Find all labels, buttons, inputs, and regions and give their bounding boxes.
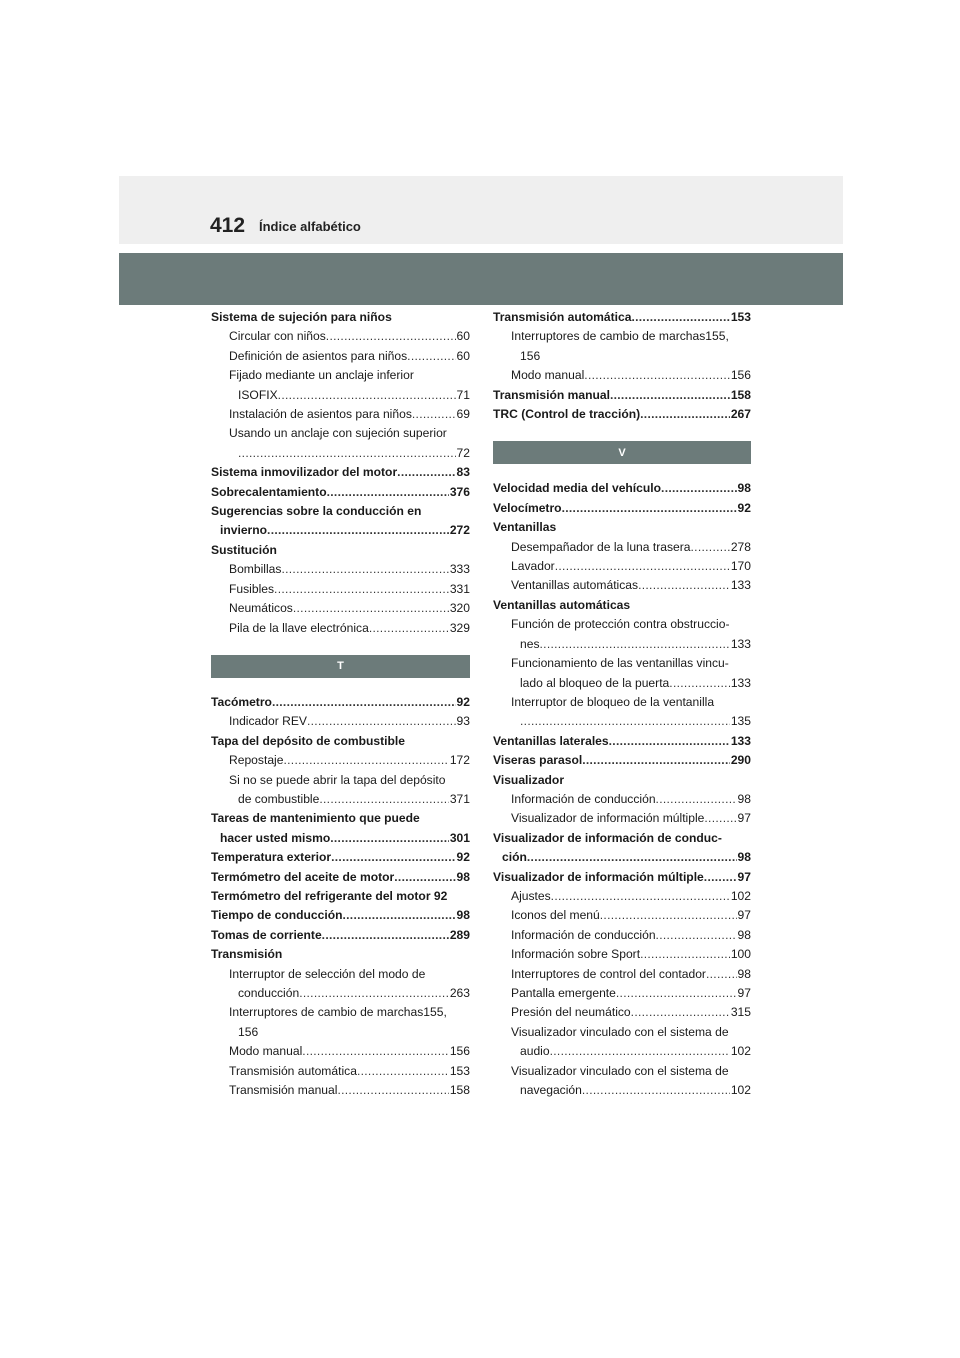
letter-heading: T xyxy=(211,655,470,678)
entry-text: 156 xyxy=(520,348,541,363)
index-subentry xyxy=(211,1003,470,1022)
index-entry xyxy=(211,521,470,540)
section-title: Índice alfabético xyxy=(259,219,361,234)
section-gap xyxy=(211,638,470,655)
page-reference: 72 xyxy=(456,445,470,460)
index-subentry xyxy=(493,557,751,576)
entry-text: Termómetro del refrigerante del motor 92 xyxy=(211,888,448,903)
index-entry xyxy=(211,483,470,502)
index-subentry xyxy=(211,619,470,638)
dot-leader xyxy=(520,712,730,731)
entry-text: Visualizador de información de conduc- xyxy=(493,830,722,845)
page-reference: 133 xyxy=(730,733,751,748)
index-entry xyxy=(211,693,470,712)
dot-leader xyxy=(656,926,737,945)
index-entry xyxy=(211,308,470,327)
entry-text: Definición de asientos para niños xyxy=(229,348,408,363)
letter-heading: V xyxy=(493,441,751,464)
page-reference: 153 xyxy=(730,310,751,324)
index-subentry xyxy=(211,751,470,770)
index-subentry xyxy=(493,674,751,693)
page-reference: 60 xyxy=(456,329,470,344)
entry-text: Ventanillas xyxy=(493,520,557,535)
entry-text: Desempañador de la luna trasera xyxy=(511,539,691,554)
dot-leader xyxy=(283,751,448,770)
dot-leader xyxy=(397,463,455,482)
dot-leader xyxy=(704,868,737,887)
index-subentry xyxy=(493,1023,751,1042)
page-reference: 133 xyxy=(730,675,751,690)
entry-text: Sugerencias sobre la conducción en xyxy=(211,504,422,519)
page-reference: 98 xyxy=(456,869,470,884)
index-entry xyxy=(211,829,470,848)
page-reference: 156 xyxy=(730,368,751,383)
page-reference: 290 xyxy=(730,753,751,768)
index-subentry xyxy=(211,771,470,790)
entry-text: Tiempo de conducción xyxy=(211,908,343,923)
dot-leader xyxy=(327,483,449,502)
entry-text: Función de protección contra obstruccio- xyxy=(511,617,730,632)
page-reference: 92 xyxy=(737,500,751,515)
index-entry xyxy=(493,829,751,848)
entry-text: audio xyxy=(520,1044,550,1059)
entry-text: nes xyxy=(520,636,540,651)
entry-text: Transmisión automática xyxy=(493,310,632,324)
entry-text: Iconos del menú xyxy=(511,908,600,923)
index-entry xyxy=(211,945,470,964)
index-subentry xyxy=(211,366,470,385)
index-entry xyxy=(493,405,751,424)
index-entry xyxy=(493,771,751,790)
index-subentry xyxy=(493,576,751,595)
page-reference: 92 xyxy=(456,694,470,709)
dot-leader xyxy=(691,538,730,557)
page-reference: 172 xyxy=(449,753,470,768)
dot-leader xyxy=(278,386,456,405)
dot-leader xyxy=(267,521,449,540)
entry-text: Información de conducción xyxy=(511,927,656,942)
index-entry xyxy=(211,463,470,482)
entry-text: Sistema de sujeción para niños xyxy=(211,310,392,324)
index-subentry xyxy=(211,599,470,618)
index-column-left xyxy=(211,308,470,1100)
entry-text: invierno xyxy=(220,523,268,538)
index-subentry xyxy=(493,538,751,557)
index-entry xyxy=(211,809,470,828)
entry-text: Ajustes xyxy=(511,888,551,903)
page-reference: 98 xyxy=(737,481,751,496)
dot-leader xyxy=(331,848,455,867)
page-reference: 272 xyxy=(449,523,470,538)
index-entry xyxy=(493,868,751,887)
index-entry xyxy=(493,479,751,498)
index-subentry xyxy=(493,790,751,809)
entry-text: Lavador xyxy=(511,559,555,574)
page-reference: 153 xyxy=(449,1063,470,1078)
dot-leader xyxy=(640,945,730,964)
index-subentry xyxy=(493,327,751,346)
index-subentry xyxy=(493,887,751,906)
index-subentry xyxy=(493,693,751,712)
entry-text: hacer usted mismo xyxy=(220,830,331,845)
page-reference: 98 xyxy=(737,927,751,942)
entry-text: Visualizador xyxy=(493,772,565,787)
index-subentry xyxy=(493,906,751,925)
dot-leader xyxy=(330,829,449,848)
entry-text: Interruptores de cambio de marchas155, xyxy=(229,1005,447,1020)
entry-text: Pila de la llave electrónica xyxy=(229,620,369,635)
dot-leader xyxy=(582,1081,730,1100)
index-subentry xyxy=(493,1003,751,1022)
entry-text: Visualizador vinculado con el sistema de xyxy=(511,1024,729,1039)
index-entry xyxy=(211,541,470,560)
index-subentry xyxy=(211,965,470,984)
dot-leader xyxy=(555,557,730,576)
entry-text: Interruptor de selección del modo de xyxy=(229,966,426,981)
index-subentry xyxy=(211,327,470,346)
page-reference: 315 xyxy=(730,1005,751,1020)
page-reference: 98 xyxy=(737,791,751,806)
entry-text: Velocímetro xyxy=(493,500,562,515)
dot-leader xyxy=(281,560,448,579)
dot-leader xyxy=(550,1042,730,1061)
entry-text: Pantalla emergente xyxy=(511,986,616,1000)
entry-text: Sustitución xyxy=(211,542,277,557)
page-reference: 83 xyxy=(456,465,470,480)
entry-text: Velocidad media del vehículo xyxy=(493,481,662,496)
index-entry xyxy=(211,868,470,887)
entry-text: Transmisión manual xyxy=(229,1083,338,1098)
page-reference: 133 xyxy=(730,636,751,651)
page-reference: 158 xyxy=(449,1083,470,1098)
page-reference: 98 xyxy=(737,850,751,865)
dot-leader xyxy=(600,906,737,925)
entry-text: Fijado mediante un anclaje inferior xyxy=(229,368,414,383)
entry-text: Tacómetro xyxy=(211,694,272,709)
index-entry xyxy=(493,308,751,327)
page-reference: 97 xyxy=(737,869,751,884)
page-reference: 93 xyxy=(456,714,470,729)
dot-leader xyxy=(274,580,449,599)
entry-text: Ventanillas laterales xyxy=(493,733,609,748)
dot-leader xyxy=(302,1042,449,1061)
page-reference: 156 xyxy=(449,1044,470,1059)
index-subentry xyxy=(211,1062,470,1081)
dot-leader xyxy=(407,347,455,366)
page-reference: 331 xyxy=(449,581,470,596)
entry-text: Viseras parasol xyxy=(493,753,583,768)
dot-leader xyxy=(272,693,456,712)
index-subentry xyxy=(493,945,751,964)
index-subentry xyxy=(493,965,751,984)
entry-text: Si no se puede abrir la tapa del depósito xyxy=(229,772,446,787)
index-subentry xyxy=(211,386,470,405)
index-subentry xyxy=(493,615,751,634)
page-reference: 97 xyxy=(737,908,751,923)
index-entry xyxy=(493,518,751,537)
entry-text: Fusibles xyxy=(229,581,275,596)
index-subentry xyxy=(211,580,470,599)
dot-leader xyxy=(582,751,730,770)
index-entry xyxy=(211,502,470,521)
index-subentry xyxy=(493,1042,751,1061)
entry-text: lado al bloqueo de la puerta xyxy=(520,675,670,690)
entry-text: Visualizador de información múltiple xyxy=(493,869,704,884)
page-reference: 102 xyxy=(730,888,751,903)
dot-leader xyxy=(322,926,449,945)
page-reference: 376 xyxy=(449,484,470,499)
entry-text: de combustible xyxy=(238,791,320,806)
page-reference: 97 xyxy=(737,811,751,826)
entry-text: Bombillas xyxy=(229,562,282,577)
dot-leader xyxy=(584,366,730,385)
page-reference: 133 xyxy=(730,578,751,593)
dot-leader xyxy=(669,674,730,693)
entry-text: TRC (Control de tracción) xyxy=(493,407,641,422)
index-subentry xyxy=(211,347,470,366)
entry-text: Tareas de mantenimiento que puede xyxy=(211,811,420,826)
page-reference: 98 xyxy=(456,908,470,923)
page-reference: 102 xyxy=(730,1083,751,1098)
index-entry xyxy=(211,848,470,867)
entry-text: Tomas de corriente xyxy=(211,927,322,942)
dot-leader xyxy=(704,809,736,828)
entry-text: Información de conducción xyxy=(511,791,656,806)
page-reference: 320 xyxy=(449,601,470,616)
page-reference: 289 xyxy=(449,927,470,942)
index-subentry xyxy=(493,984,751,1003)
index-subentry xyxy=(211,1081,470,1100)
dot-leader xyxy=(527,848,737,867)
dot-leader xyxy=(616,984,737,1003)
entry-text: Indicador REV xyxy=(229,714,307,729)
header-band xyxy=(119,253,843,305)
entry-text: Visualizador vinculado con el sistema de xyxy=(511,1063,729,1078)
dot-leader xyxy=(609,732,730,751)
dot-leader xyxy=(610,386,730,405)
dot-leader xyxy=(293,599,449,618)
entry-text: Termómetro del aceite de motor xyxy=(211,869,395,884)
index-subentry xyxy=(211,405,470,424)
entry-text: Transmisión manual xyxy=(493,387,610,402)
entry-text: Neumáticos xyxy=(229,601,293,616)
page-reference: 102 xyxy=(730,1044,751,1059)
index-entry xyxy=(493,751,751,770)
entry-text: Temperatura exterior xyxy=(211,850,332,865)
index-subentry xyxy=(493,712,751,731)
dot-leader xyxy=(656,790,737,809)
section-gap xyxy=(493,424,751,441)
page-reference: 170 xyxy=(730,559,751,574)
page-reference: 69 xyxy=(456,407,470,422)
entry-text: Usando un anclaje con sujeción superior xyxy=(229,426,447,441)
page-reference: 267 xyxy=(730,407,751,422)
entry-text: Interruptores de control del contador xyxy=(511,966,706,981)
index-entry xyxy=(493,386,751,405)
entry-text: Tapa del depósito de combustible xyxy=(211,733,405,748)
dot-leader xyxy=(342,906,455,925)
page-reference: 158 xyxy=(730,387,751,402)
dot-leader xyxy=(319,790,448,809)
index-subentry xyxy=(211,790,470,809)
index-subentry xyxy=(211,424,470,443)
entry-text: navegación xyxy=(520,1083,582,1098)
entry-text: Sobrecalentamiento xyxy=(211,484,327,499)
index-subentry xyxy=(211,560,470,579)
page-reference: 135 xyxy=(730,714,751,729)
index-subentry xyxy=(211,1023,470,1042)
dot-leader xyxy=(337,1081,448,1100)
index-entry xyxy=(493,596,751,615)
entry-text: Modo manual xyxy=(229,1044,303,1059)
page-reference: 329 xyxy=(449,620,470,635)
index-subentry xyxy=(211,1042,470,1061)
entry-text: Interruptor de bloqueo de la ventanilla xyxy=(511,694,715,709)
index-subentry xyxy=(493,366,751,385)
page-reference: 371 xyxy=(449,791,470,806)
entry-text: Modo manual xyxy=(511,368,585,383)
page-reference: 301 xyxy=(449,830,470,845)
entry-text: ISOFIX xyxy=(238,387,278,402)
page-reference: 333 xyxy=(449,562,470,577)
dot-leader xyxy=(412,405,456,424)
page-reference: 71 xyxy=(456,387,470,402)
index-entry xyxy=(493,732,751,751)
dot-leader xyxy=(638,576,730,595)
entry-text: Ventanillas automáticas xyxy=(493,597,631,612)
dot-leader xyxy=(540,635,730,654)
index-subentry xyxy=(211,984,470,1003)
page-reference: 263 xyxy=(449,986,470,1000)
entry-text: 156 xyxy=(238,1024,259,1039)
dot-leader xyxy=(357,1062,449,1081)
index-subentry xyxy=(211,444,470,463)
dot-leader xyxy=(631,1003,730,1022)
dot-leader xyxy=(562,499,737,518)
dot-leader xyxy=(238,444,456,463)
entry-text: conducción xyxy=(238,986,300,1000)
dot-leader xyxy=(369,619,449,638)
entry-text: Transmisión automática xyxy=(229,1063,357,1078)
entry-text: Interruptores de cambio de marchas155, xyxy=(511,329,729,344)
entry-text: ción xyxy=(502,850,527,865)
entry-text: Presión del neumático xyxy=(511,1005,631,1020)
index-entry xyxy=(493,848,751,867)
entry-text: Circular con niños xyxy=(229,329,326,344)
entry-text: Repostaje xyxy=(229,753,284,768)
entry-text: Información sobre Sport xyxy=(511,947,641,962)
index-subentry xyxy=(493,347,751,366)
page-reference: 92 xyxy=(456,850,470,865)
dot-leader xyxy=(640,405,730,424)
index-subentry xyxy=(493,926,751,945)
index-subentry xyxy=(493,1081,751,1100)
dot-leader xyxy=(326,327,456,346)
dot-leader xyxy=(307,712,456,731)
entry-text: Transmisión xyxy=(211,947,283,962)
index-entry xyxy=(211,926,470,945)
index-subentry xyxy=(493,635,751,654)
entry-text: Visualizador de información múltiple xyxy=(511,811,705,826)
dot-leader xyxy=(631,308,729,327)
dot-leader xyxy=(551,887,730,906)
index-subentry xyxy=(493,654,751,673)
dot-leader xyxy=(299,984,449,1003)
index-subentry xyxy=(493,809,751,828)
index-entry xyxy=(211,732,470,751)
dot-leader xyxy=(394,868,455,887)
entry-text: Instalación de asientos para niños xyxy=(229,407,412,422)
index-column-right xyxy=(493,308,751,1100)
entry-text: Ventanillas automáticas xyxy=(511,578,639,593)
index-entry xyxy=(211,887,470,906)
index-subentry xyxy=(493,1062,751,1081)
entry-text: Funcionamiento de las ventanillas vincu- xyxy=(511,656,729,671)
index-entry xyxy=(493,499,751,518)
page-reference: 278 xyxy=(730,539,751,554)
page-reference: 98 xyxy=(737,966,751,981)
index-subentry xyxy=(211,712,470,731)
dot-leader xyxy=(706,965,737,984)
entry-text: Sistema inmovilizador del motor xyxy=(211,465,398,480)
index-entry xyxy=(211,906,470,925)
page-reference: 60 xyxy=(456,348,470,363)
dot-leader xyxy=(661,479,737,498)
page-number: 412 xyxy=(210,214,246,237)
page-reference: 100 xyxy=(730,947,751,962)
page-reference: 97 xyxy=(737,986,751,1000)
